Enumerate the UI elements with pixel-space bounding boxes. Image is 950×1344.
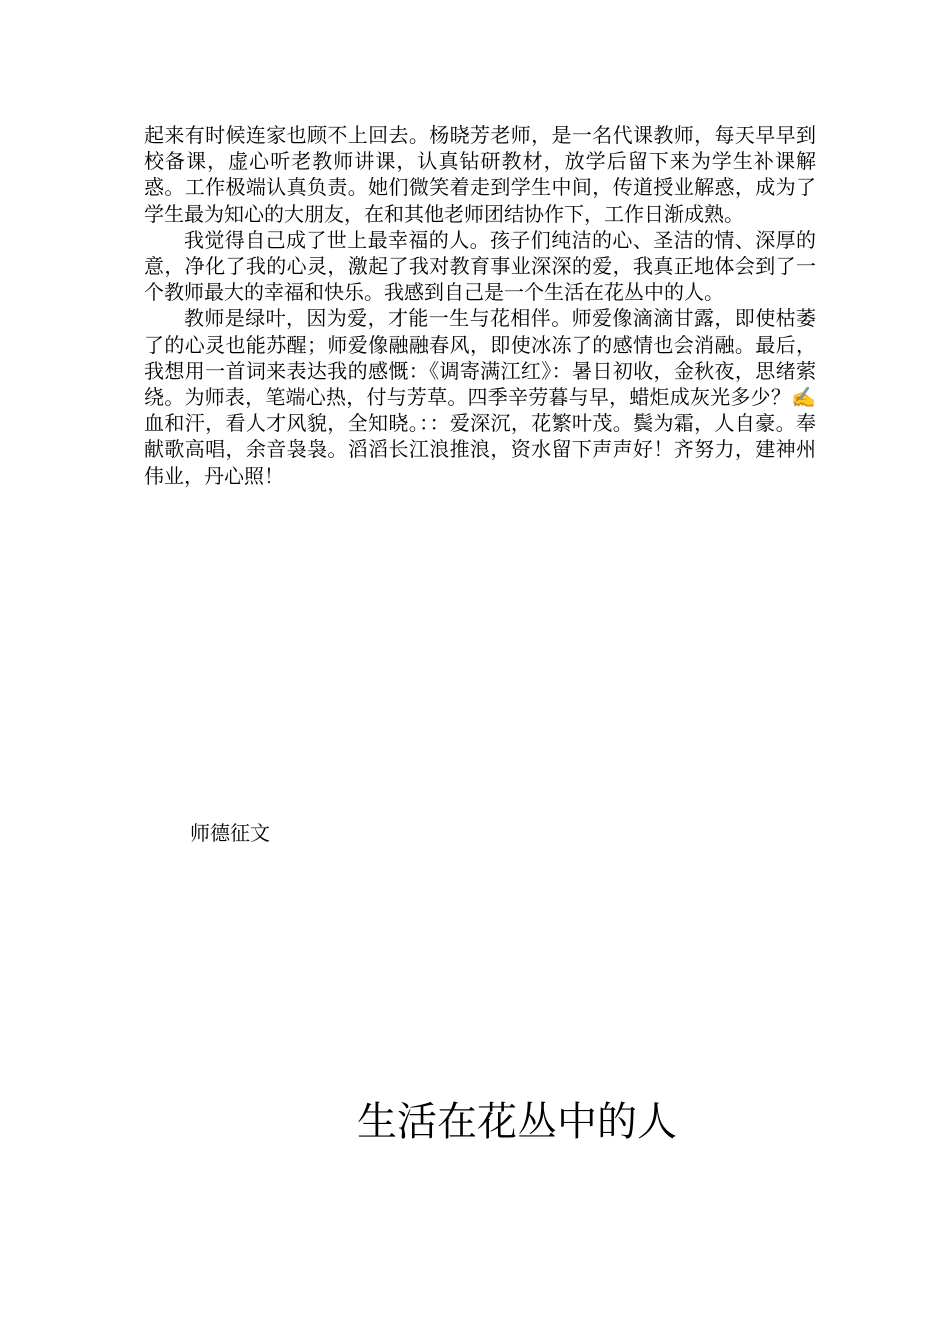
paragraph-2: 我觉得自己成了世上最幸福的人。孩子们纯洁的心、圣洁的情、深厚的意，净化了我的心灵，激起了我对教育事业深深的爱，我真正地体会到了一个教师最大的幸福和快乐。我感到自己是一个生活在花丛中的人。 (144, 227, 816, 305)
body-text (144, 122, 816, 489)
document-title: 生活在花丛中的人 (357, 1099, 677, 1145)
paragraph-3: 教师是绿叶，因为爱，才能一生与花相伴。师爱像滴滴甘露，即使枯萎了的心灵也能苏醒；师爱像融融春风，即使冰冻了的感情也会消融。最后，我想用一首词来表达我的感慨：《调寄满江红》：暑日初收，金秋夜，思绪萦绕。为师表，笔端心热，付与芳草。四季辛劳暮与早，蜡炬成灰光多少？✍血和汗，看人才风貌，全知晓。：：爱深沉，花繁叶茂。鬓为霜，人自豪。奉献歌高唱，余音袅袅。滔滔长江浪推浪，资水留下声声好！齐努力，建神州伟业，丹心照！ (144, 306, 816, 488)
category-label: 师德征文 (190, 821, 270, 845)
paragraph-1: 起来有时候连家也顾不上回去。杨晓芳老师，是一名代课教师，每天早早到校备课，虚心听老教师讲课，认真钻研教材，放学后留下来为学生补课解惑。工作极端认真负责。她们微笑着走到学生中间，传道授业解惑，成为了学生最为知心的大朋友，在和其他老师团结协作下，工作日渐成熟。 (144, 123, 816, 226)
